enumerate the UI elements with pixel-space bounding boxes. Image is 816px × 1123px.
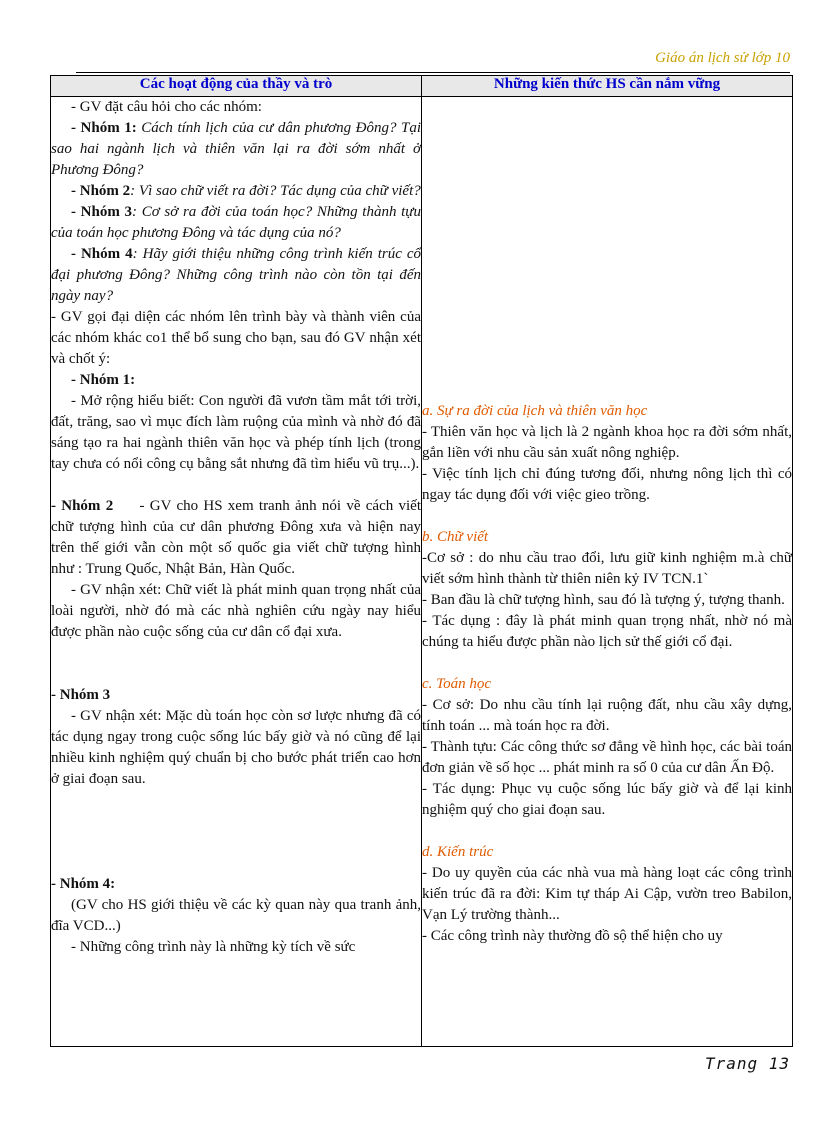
section-c-item-1: - Cơ sở: Do nhu cầu tính lại ruộng đất, nhu cầu xây dựng, tính toán ... mà toán học ra đời. xyxy=(422,697,792,734)
section-d-title: d. Kiến trúc xyxy=(422,844,494,860)
section-c-title: c. Toán học xyxy=(422,676,492,692)
lesson-table xyxy=(50,75,793,1047)
section-a-item-2: - Việc tính lịch chỉ đúng tương đối, nhưng nông lịch thì có ngay tác dụng đối với việc gieo trồng. xyxy=(422,466,792,503)
section-d-item-2: - Các công trình này thường đồ sộ thể hiện cho uy xyxy=(422,928,723,944)
group-2-text: - Nhóm 2 - GV cho HS xem tranh ảnh nói về cách viết chữ tượng hình của cư dân phương Đông xưa và hiện nay trên thế giới vẫn còn một số quốc gia viết chữ tượng hình như : Trung Quốc, Nhật Bản, Hàn Quốc. xyxy=(51,498,425,577)
knowledge-column xyxy=(422,97,793,1047)
question-group-3: - Nhóm 3: Cơ sở ra đời của toán học? Những thành tựu của toán học phương Đông và tác dụng của nó? xyxy=(51,204,421,241)
section-b-item-1: -Cơ sở : do nhu cầu trao đổi, lưu giữ kinh nghiệm m.à chữ viết sớm hình thành từ thiên niên kỷ IV TCN.1` xyxy=(422,550,792,587)
section-d-item-1: - Do uy quyền của các nhà vua mà hàng loạt các công trình kiến trúc đã ra đời: Kim tự tháp Ai Cập, vườn treo Babilon, Vạn Lý trường thành... xyxy=(422,865,792,923)
group-4-label: - Nhóm 4: xyxy=(51,876,116,892)
group-4-note: - Những công trình này là những kỳ tích về sức xyxy=(71,939,356,955)
column-header-knowledge: Những kiến thức HS cần nắm vững xyxy=(422,76,793,97)
section-b-title: b. Chữ viết xyxy=(422,529,489,545)
group-2-note: - GV nhận xét: Chữ viết là phát minh quan trọng nhất của loài người, nhờ đó mà các nhà nghiên cứu ngày nay hiểu được phần nào cuộc sống của cư dân cổ đại xưa. xyxy=(51,582,421,640)
question-group-4: - Nhóm 4: Hãy giới thiệu những công trình kiến trúc cổ đại phương Đông? Những công trình nào còn tồn tại đến ngày nay? xyxy=(51,246,421,304)
question-group-1: - Nhóm 1: Cách tính lịch của cư dân phương Đông? Tại sao hai ngành lịch và thiên văn lại ra đời sớm nhất ở Phương Đông? xyxy=(51,120,421,178)
question-group-2: - Nhóm 2: Vì sao chữ viết ra đời? Tác dụng của chữ viết? xyxy=(71,183,421,199)
page-number: Trang 13 xyxy=(704,1054,790,1073)
section-b-item-2: - Ban đầu là chữ tượng hình, sau đó là tượng ý, tượng thanh. xyxy=(422,592,785,608)
section-c-item-2: - Thành tựu: Các công thức sơ đẳng về hình học, các bài toán đơn giản về số học ... phát minh ra số 0 của cư dân Ấn Độ. xyxy=(422,739,792,776)
document-header: Giáo án lịch sử lớp 10 xyxy=(655,50,790,66)
group-3-text: - GV nhận xét: Mặc dù toán học còn sơ lược nhưng đã có tác dụng ngay trong cuộc sống lúc bấy giờ và nó cũng để lại nhiều kinh nghiệm quý chuẩn bị cho bước phát triển cao hơn ở giai đoạn sau. xyxy=(51,708,421,787)
section-a-title: a. Sự ra đời của lịch và thiên văn học xyxy=(422,403,648,419)
header-rule xyxy=(76,72,790,73)
activities-column xyxy=(51,97,425,1047)
column-header-activities: Các hoạt động của thầy và trò xyxy=(51,76,422,97)
group-4-text: (GV cho HS giới thiệu về các kỳ quan này qua tranh ảnh, đĩa VCD...) xyxy=(51,897,421,934)
section-a-item-1: - Thiên văn học và lịch là 2 ngành khoa học ra đời sớm nhất, gắn liền với nhu cầu sản xuất nông nghiệp. xyxy=(422,424,792,461)
section-c-item-3: - Tác dụng: Phục vụ cuộc sống lúc bấy giờ và để lại kinh nghiệm quý cho giai đoạn sau. xyxy=(422,781,792,818)
section-b-item-3: - Tác dụng : đây là phát minh quan trọng nhất, nhờ nó mà chúng ta hiểu được phần nào lịch sử thế giới cổ đại. xyxy=(422,613,792,650)
intro-text: - GV đặt câu hỏi cho các nhóm: xyxy=(71,99,262,115)
teacher-call-text: - GV gọi đại diện các nhóm lên trình bày và thành viên của các nhóm khác co1 thể bổ sung cho bạn, sau đó GV nhận xét và chốt ý: xyxy=(51,309,421,367)
group-3-label: - Nhóm 3 xyxy=(51,687,111,703)
group-1-text: - Mở rộng hiểu biết: Con người đã vươn tầm mắt tới trời, đất, trăng, sao vì mục đích làm ruộng của mình và nhờ đó đã sáng tạo ra hai ngành thiên văn học và phép tính lịch (trong tay chưa có nổi công cụ bằng sắt nhưng đã tìm hiểu vũ trụ...). xyxy=(51,393,421,472)
group-1-label: - Nhóm 1: xyxy=(71,372,136,388)
